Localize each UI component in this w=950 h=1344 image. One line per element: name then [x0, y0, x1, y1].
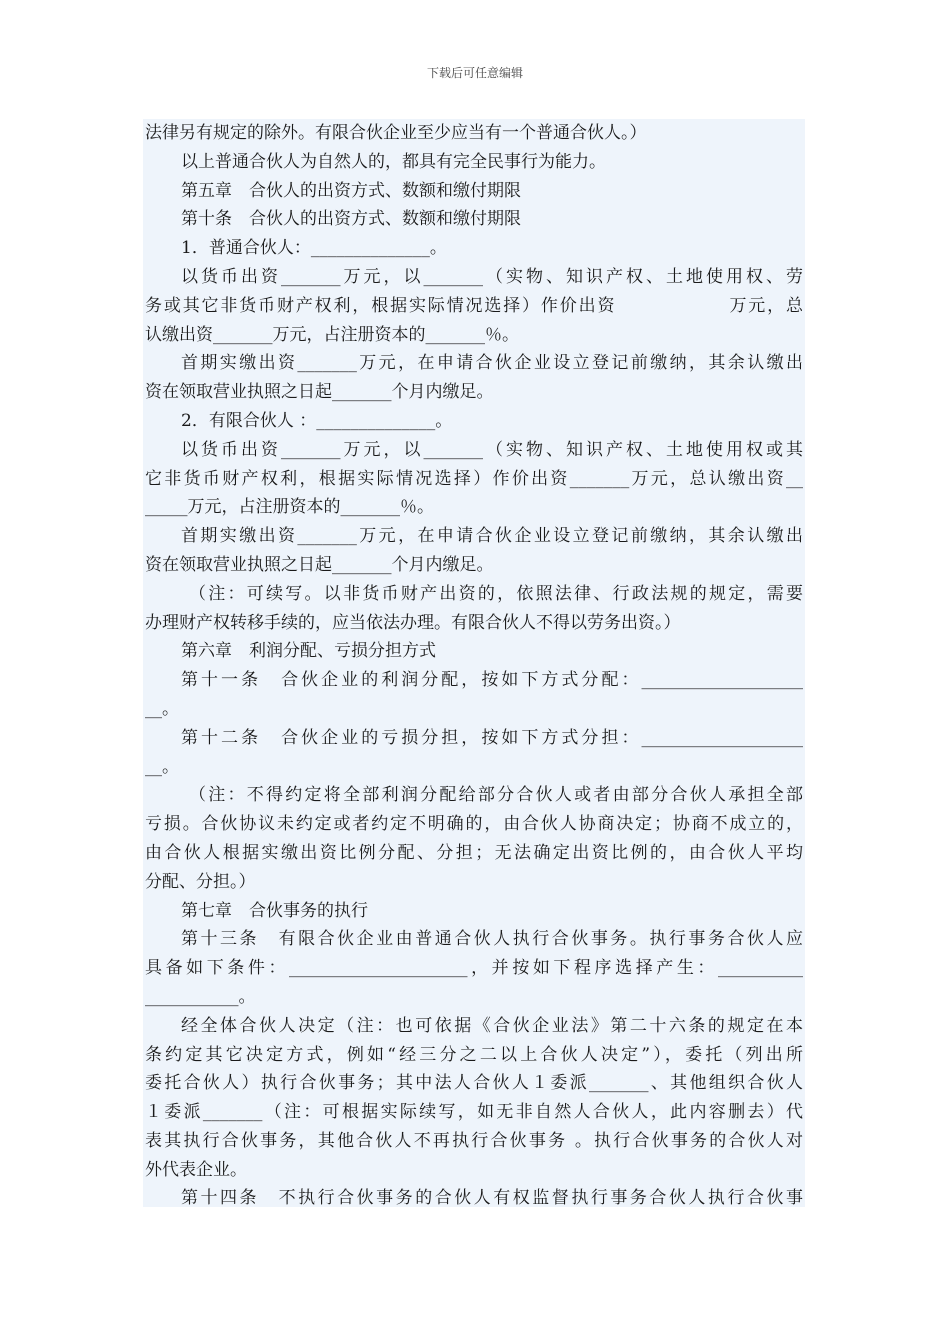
paragraph-line: 分配、分担。）: [145, 871, 256, 892]
paragraph-line: 资在领取营业执照之日起_______个月内缴足。: [145, 554, 494, 575]
paragraph-line: 外代表企业。: [145, 1159, 247, 1180]
paragraph-line: 条约定其它决定方式，例如“经三分之二以上合伙人决定”），委托（列出所: [145, 1044, 803, 1065]
paragraph-line: 第十条 合伙人的出资方式、数额和缴付期限: [181, 209, 521, 230]
paragraph-line: 委托合伙人）执行合伙事务；其中法人合伙人１委派_______、其他组织合伙人: [145, 1073, 803, 1094]
paragraph-line: 务或其它非货币财产权利，根据实际情况选择）作价出资 万元，总: [145, 295, 803, 316]
page-header: 下载后可任意编辑: [426, 66, 523, 80]
paragraph-line: __。: [145, 698, 179, 719]
paragraph-line: 首期实缴出资_______万元，在申请合伙企业设立登记前缴纳，其余认缴出: [181, 353, 803, 374]
paragraph-line: 以货币出资_______万元，以_______（实物、知识产权、土地使用权、劳: [181, 266, 803, 287]
paragraph-line: 认缴出资_______万元，占注册资本的_______％。: [145, 324, 519, 345]
paragraph-line: 第十三条 有限合伙企业由普通合伙人执行合伙事务。执行事务合伙人应: [181, 929, 803, 950]
paragraph-line: 第十一条 合伙企业的利润分配，按如下方式分配：___________________: [181, 670, 803, 691]
paragraph-line: （注：可续写。以非货币财产出资的，依照法律、行政法规的规定，需要: [189, 583, 803, 604]
paragraph-line: 它非货币财产权利，根据实际情况选择）作价出资_______万元，总认缴出资__: [145, 468, 803, 489]
paragraph-line: 第五章 合伙人的出资方式、数额和缴付期限: [181, 180, 521, 201]
document-body: [143, 119, 805, 1207]
paragraph-line: 法律另有规定的除外。有限合伙企业至少应当有一个普通合伙人。）: [145, 123, 647, 143]
paragraph-line: 2．有限合伙人 ：______________。: [181, 410, 453, 431]
paragraph-line: １委派_______（注：可根据实际续写，如无非自然人合伙人，此内容删去）代: [145, 1102, 803, 1123]
paragraph-line: 1．普通合伙人：______________。: [181, 238, 447, 259]
paragraph-line: 以货币出资_______万元，以_______（实物、知识产权、土地使用权或其: [181, 439, 803, 460]
paragraph-line: 资在领取营业执照之日起_______个月内缴足。: [145, 382, 494, 403]
paragraph-line: 以上普通合伙人为自然人的，都具有完全民事行为能力。: [181, 151, 606, 172]
paragraph-line: 办理财产权转移手续的，应当依法办理。有限合伙人不得以劳务出资。）: [145, 612, 681, 633]
paragraph-line: 由合伙人根据实缴出资比例分配、分担；无法确定出资比例的，由合伙人平均: [145, 842, 803, 863]
paragraph-line: 亏损。合伙协议未约定或者约定不明确的，由合伙人协商决定；协商不成立的，: [145, 814, 803, 835]
paragraph-line: 第七章 合伙事务的执行: [181, 900, 368, 921]
paragraph-line: 第十四条 不执行合伙事务的合伙人有权监督执行事务合伙人执行合伙事: [181, 1188, 803, 1207]
paragraph-line: 第六章 利润分配、亏损分担方式: [181, 641, 436, 662]
paragraph-line: 第十二条 合伙企业的亏损分担，按如下方式分担：___________________: [181, 727, 803, 748]
paragraph-line: 具备如下条件：_____________________，并按如下程序选择产生：__________: [145, 958, 803, 979]
paragraph-line: （注：不得约定将全部利润分配给部分合伙人或者由部分合伙人承担全部: [189, 785, 803, 806]
paragraph-line: _____万元，占注册资本的_______％。: [145, 497, 434, 518]
paragraph-line: 表其执行合伙事务，其他合伙人不再执行合伙事务 。执行合伙事务的合伙人对: [145, 1130, 803, 1151]
paragraph-line: 首期实缴出资_______万元，在申请合伙企业设立登记前缴纳，其余认缴出: [181, 526, 803, 547]
paragraph-line: ___________。: [145, 986, 256, 1007]
paragraph-line: 经全体合伙人决定（注：也可依据《合伙企业法》第二十六条的规定在本: [181, 1015, 803, 1036]
paragraph-line: __。: [145, 756, 179, 777]
